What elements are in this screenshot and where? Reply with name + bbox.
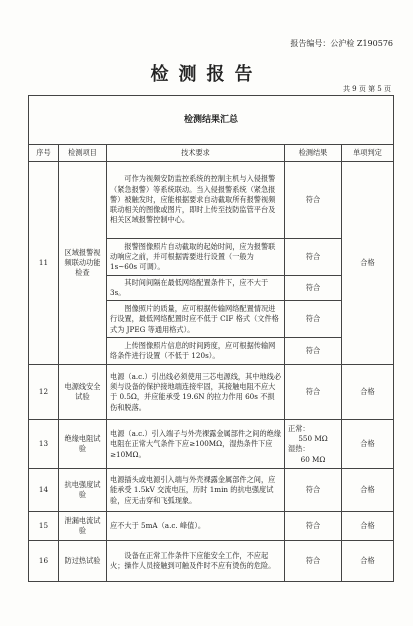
col-header-result: 检测结果 xyxy=(285,145,342,162)
requirement-cell: 其时间间隔在最低网络配置条件下，应不大于 3s。 xyxy=(107,276,285,301)
verdict-cell: 合格 xyxy=(342,365,394,420)
col-header-item: 检测项目 xyxy=(59,145,107,162)
table-row xyxy=(29,420,394,469)
result-cell: 符合 xyxy=(285,301,342,338)
result-line: 550 MΩ xyxy=(298,434,328,444)
result-cell: 符合 xyxy=(285,365,342,420)
summary-row xyxy=(29,96,394,145)
item-cell: 绝缘电阻试验 xyxy=(59,420,107,469)
page-info: 共 9 页 第 5 页 xyxy=(342,85,391,93)
requirement-cell: 应不大于 5mA（a.c. 峰值）。 xyxy=(107,512,285,541)
result-line: 正常： xyxy=(288,424,310,433)
table-header-row xyxy=(29,145,394,162)
requirement-cell: 报警图像照片自动截取的起始时间，应为报警联动响应之前，并可根据需要进行设置（一般为 1s~60s 可调）。 xyxy=(107,239,285,276)
verdict-cell: 合格 xyxy=(342,420,394,469)
col-header-requirement: 技术要求 xyxy=(107,145,285,162)
item-cell: 电源线安全试验 xyxy=(59,365,107,420)
result-cell: 符合 xyxy=(285,239,342,276)
verdict-cell: 合格 xyxy=(342,162,394,365)
verdict-cell: 合格 xyxy=(342,541,394,582)
item-cell: 抗电强度试验 xyxy=(59,469,107,512)
verdict-cell: 合格 xyxy=(342,512,394,541)
table-row xyxy=(29,365,394,420)
result-cell: 符合 xyxy=(285,338,342,365)
summary-title: 检测结果汇总 xyxy=(29,96,394,145)
requirement-cell: 可作为视频安防监控系统的控制主机与入侵报警（紧急报警）等系统联动。当入侵报警系统（紧急报警）被触发时，应能根据要求自动截取所有报警视频联动相关的图像或图片，即时上传至技防监管平台及相关区域报警控制中心。 xyxy=(107,162,285,239)
verdict-cell: 合格 xyxy=(342,469,394,512)
result-cell: 符合 xyxy=(285,162,342,239)
requirement-cell: 图像照片的质量，应可根据传输网络配置情况进行设置，最低网络配置时应不低于 CIF 格式（文件格式为 JPEG 等通用格式）。 xyxy=(107,301,285,338)
result-cell: 符合 xyxy=(285,541,342,582)
seq-cell: 16 xyxy=(29,541,59,582)
result-line: 湿热： xyxy=(288,444,310,454)
result-cell: 符合 xyxy=(285,276,342,301)
col-header-verdict: 单项判定 xyxy=(342,145,394,162)
report-number: 报告编号：公沪检 Z190576 xyxy=(290,39,393,48)
result-cell xyxy=(285,420,342,469)
requirement-cell: 设备在正常工作条件下应能安全工作，不应起火；操作人员接触到可触及件时不应有烫伤的危险。 xyxy=(107,541,285,582)
requirement-cell: 电源插头或电源引入端与外壳裸露金属部件之间，应能承受 1.5kV 交流电压，历时 1min 的抗电强度试验，应无击穿和飞弧现象。 xyxy=(107,469,285,512)
table-row xyxy=(29,512,394,541)
result-cell: 符合 xyxy=(285,512,342,541)
col-header-seq: 序号 xyxy=(29,145,59,162)
requirement-cell: 电源（a.c.）引出线必须使用三芯电源线，其中地线必须与设备的保护接地端连接牢固，其接触电阻不应大于 0.5Ω，并应能承受 19.6N 的拉力作用 60s 不损伤和脱落。 xyxy=(107,365,285,420)
table-row xyxy=(29,541,394,582)
seq-cell: 12 xyxy=(29,365,59,420)
document-title: 检测报告 xyxy=(150,64,263,85)
seq-cell: 11 xyxy=(29,162,59,365)
results-table xyxy=(28,95,394,582)
table-row xyxy=(29,469,394,512)
item-cell: 泄漏电流试验 xyxy=(59,512,107,541)
item-cell: 防过热试验 xyxy=(59,541,107,582)
requirement-cell: 电源（a.c.）引入端子与外壳裸露金属部件之间的绝缘电阻在正常大气条件下应≥100MΩ，湿热条件下应≥10MΩ。 xyxy=(107,420,285,469)
item-cell: 区域报警视频联动功能检查 xyxy=(59,162,107,365)
seq-cell: 13 xyxy=(29,420,59,469)
result-cell: 符合 xyxy=(285,469,342,512)
table-row xyxy=(29,162,394,239)
result-line: 60 MΩ xyxy=(300,454,326,464)
seq-cell: 15 xyxy=(29,512,59,541)
requirement-cell: 上传图像照片信息的时间跨度，应可根据传输网络条件进行设置（不低于 120s）。 xyxy=(107,338,285,365)
seq-cell: 14 xyxy=(29,469,59,512)
